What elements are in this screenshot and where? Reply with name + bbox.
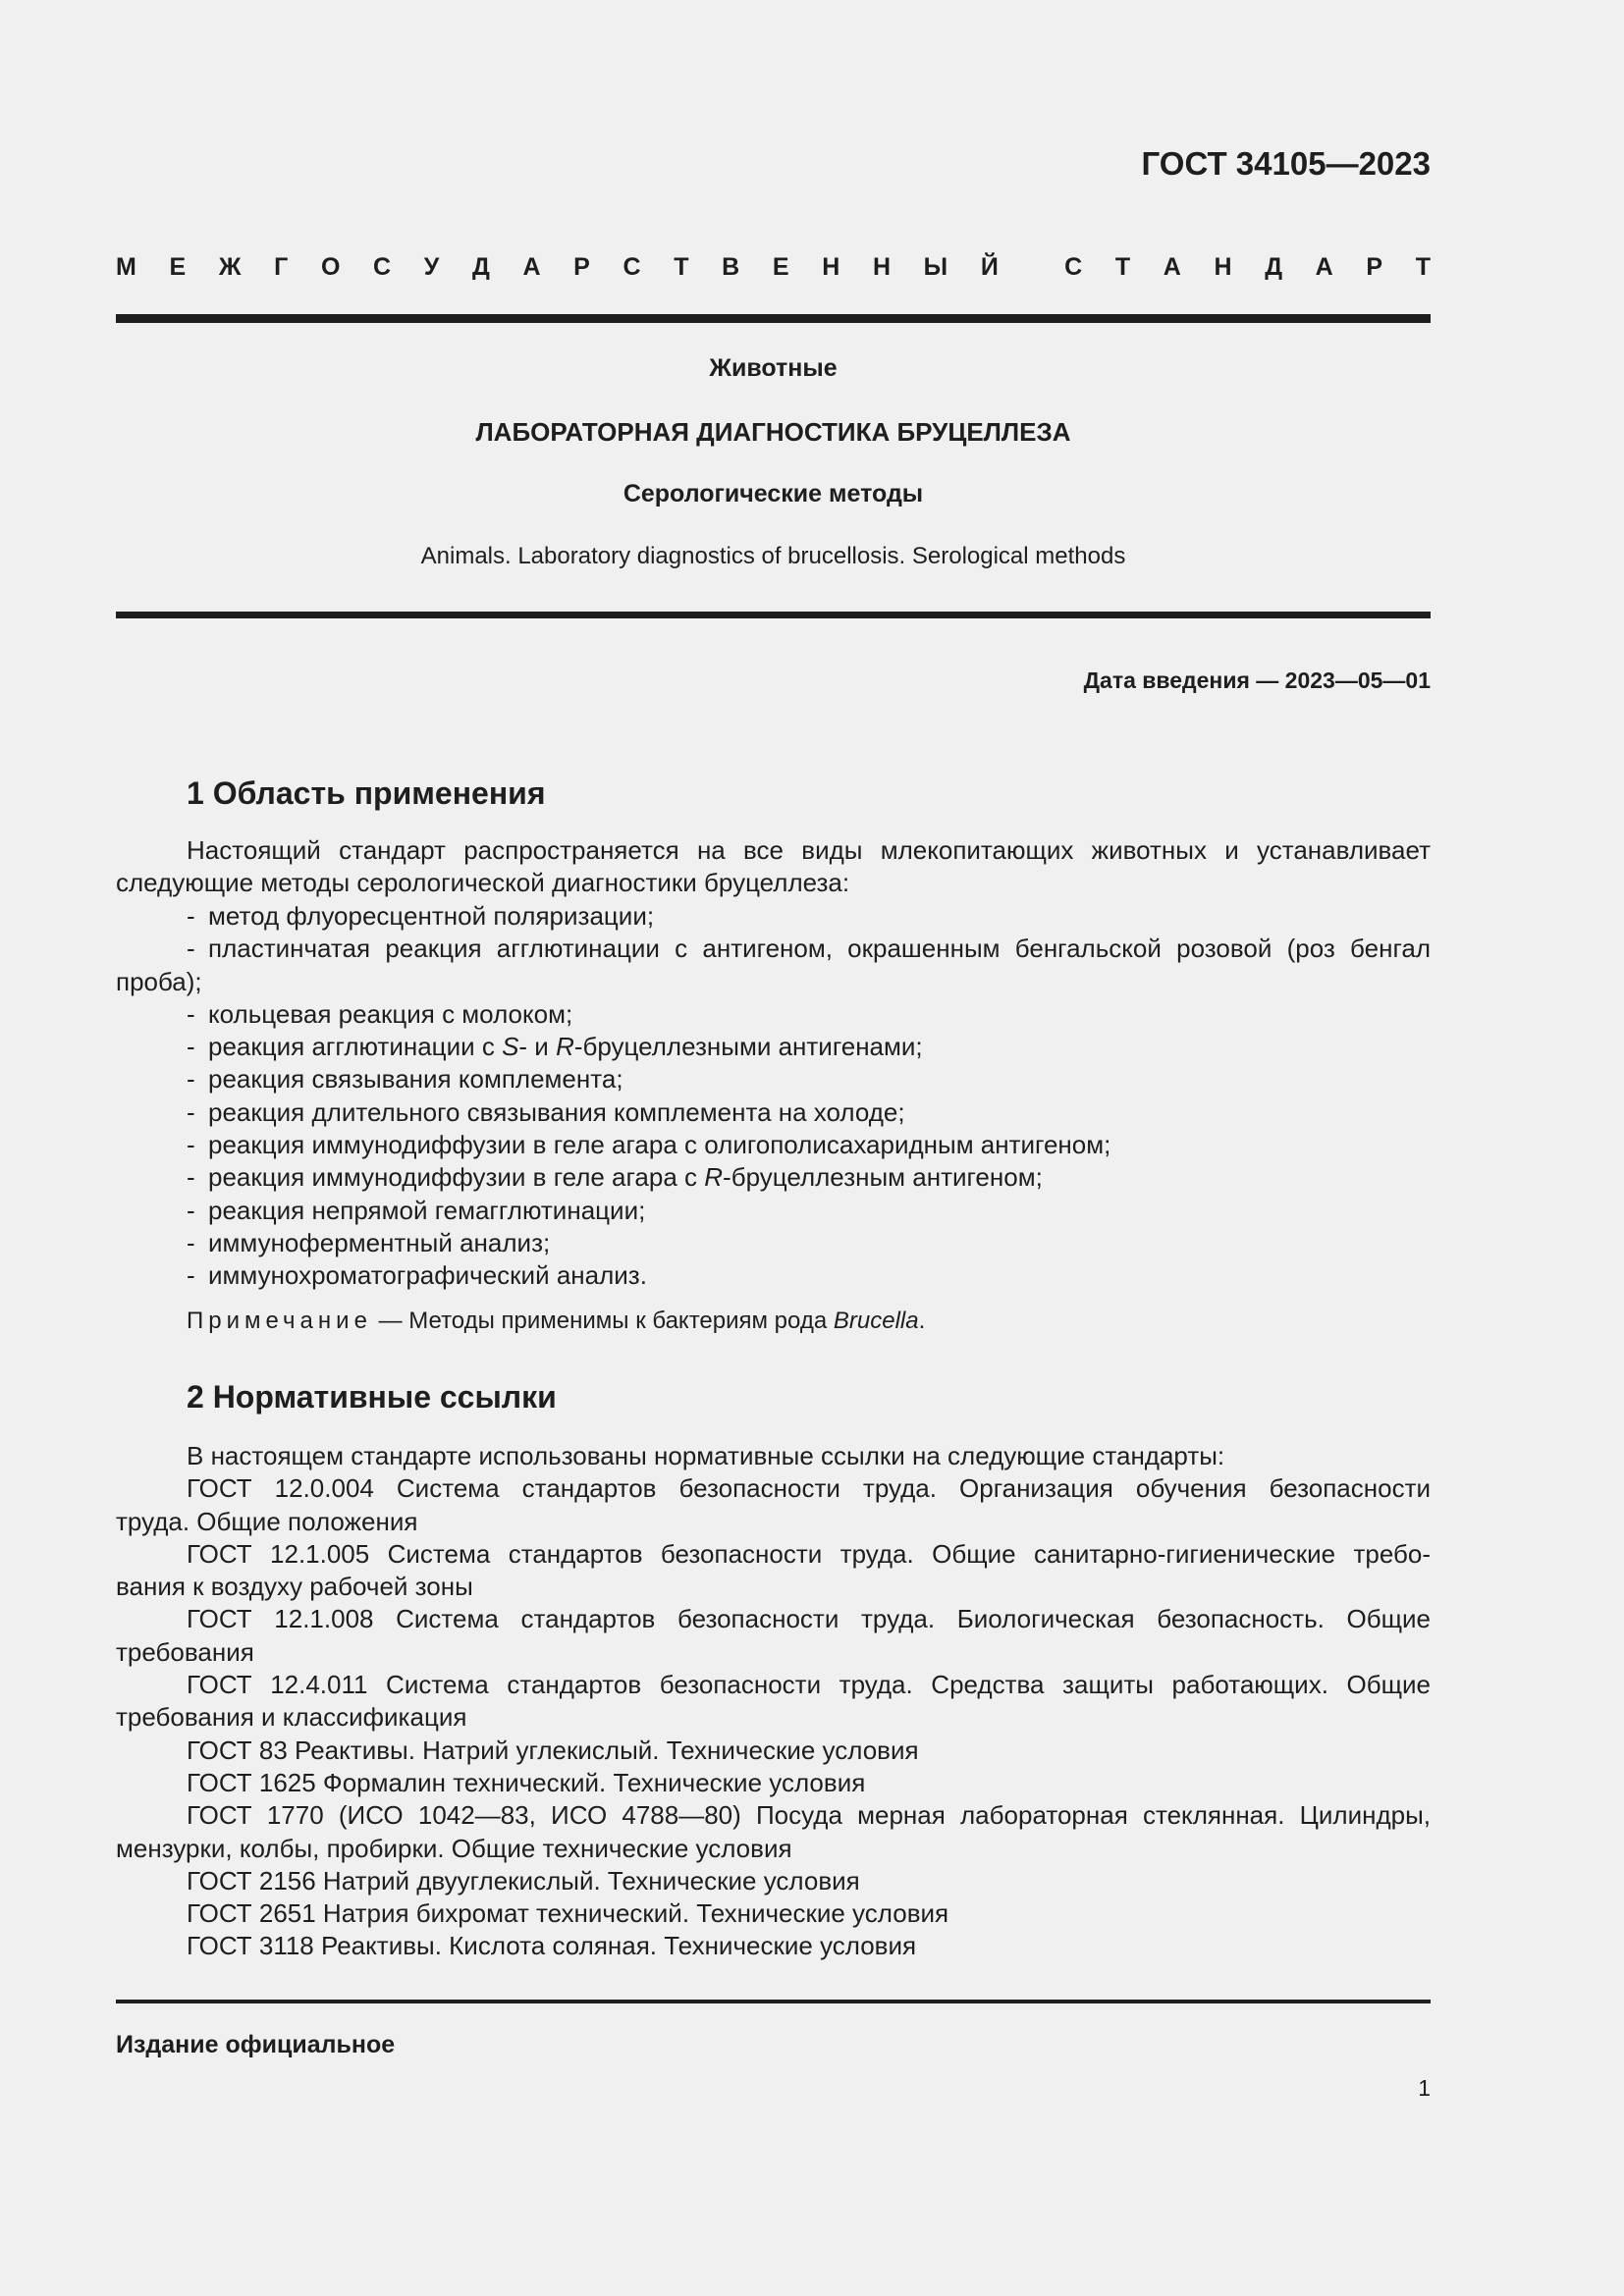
list-item-text: реакция иммунодиффузии в геле агара с [208,1162,705,1193]
section-1-heading: 1 Область применения [187,775,546,811]
references-list [116,1440,1431,1963]
list-item [116,998,1431,1031]
standard-type-letter: Е [169,253,187,281]
category-title: Животные [709,354,838,382]
reference-item: ГОСТ 2156 Натрий двууглекислый. Технические условия [187,1865,860,1896]
list-item [116,1096,1431,1129]
standard-type-letter: Р [1366,253,1383,281]
list-item [116,1031,1431,1063]
document-number: ГОСТ 34105—2023 [1141,145,1431,182]
edition-label: Издание официальное [116,2031,396,2058]
title-divider [116,612,1431,618]
standard-type-letter: Н [822,253,840,281]
list-item-text: иммуноферментный анализ; [208,1227,551,1257]
list-item-text: - и [518,1032,557,1062]
reference-item: ГОСТ 12.1.005 Система стандартов безопасности труда. Общие санитарно-гигиенические требо- [187,1538,1431,1569]
paragraph-line: Настоящий стандарт распространяется на все виды млекопитающих животных и устанавливает [187,835,1431,865]
list-dash: - [187,1096,195,1127]
list-dash: - [187,1032,195,1062]
list-dash: - [187,1260,195,1291]
standard-type-letter: Ы [923,253,948,281]
top-divider [116,314,1431,323]
standard-type-letter: Ж [218,253,242,281]
antigen-s-label: S [502,1032,519,1062]
reference-continuation: мензурки, колбы, пробирки. Общие технические условия [116,1833,792,1863]
standard-type-letter: Т [674,253,689,281]
standard-type-letter: Г [274,253,289,281]
note-text: . [918,1308,926,1334]
standard-type-letter: О [320,253,341,281]
genus-name: Brucella [833,1308,919,1334]
note-label: Примечание [187,1308,372,1334]
list-item-text: иммунохроматографический анализ. [208,1260,647,1291]
list-item-text: реакция агглютинации с [208,1032,503,1062]
list-item [116,1195,1431,1227]
reference-item: ГОСТ 12.4.011 Система стандартов безопасности труда. Средства защиты работающих. Общие [187,1670,1431,1700]
note [187,1308,925,1335]
list-item-text: метод флуоресцентной поляризации; [208,901,655,931]
methods-list [116,900,1431,1293]
standard-type-letter: Н [872,253,892,281]
standard-type-letter: Т [1114,253,1131,281]
reference-item: ГОСТ 1625 Формалин технический. Технические условия [187,1767,866,1797]
reference-item: ГОСТ 3118 Реактивы. Кислота соляная. Технические условия [187,1931,917,1961]
list-dash: - [187,1195,195,1225]
reference-continuation: труда. Общие положения [116,1506,418,1536]
reference-continuation: требования [116,1636,254,1667]
list-item-text: -бруцеллезным антигеном; [723,1162,1043,1193]
section-2-heading: 2 Нормативные ссылки [187,1379,557,1415]
list-item [116,933,1431,965]
list-dash: - [187,1130,195,1160]
standard-type-letter: В [722,253,740,281]
reference-item: ГОСТ 2651 Натрия бихромат технический. Технические условия [187,1898,949,1929]
reference-item: ГОСТ 12.1.008 Система стандартов безопасности труда. Биологическая безопасность. Общие [187,1604,1431,1634]
antigen-r-label: R [556,1032,574,1062]
standard-type-letter: А [1163,253,1181,281]
list-dash: - [187,1064,195,1095]
list-item [116,1063,1431,1095]
main-title: ЛАБОРАТОРНАЯ ДИАГНОСТИКА БРУЦЕЛЛЕЗА [475,417,1071,447]
list-item [116,1227,1431,1259]
standard-type-letter: Е [772,253,789,281]
list-item [116,900,1431,933]
reference-continuation: вания к воздуху рабочей зоны [116,1572,473,1602]
subtitle: Серологические методы [623,480,924,507]
list-item-text: реакция длительного связывания комплемента на холоде; [208,1096,905,1127]
page-number: 1 [1418,2075,1431,2101]
standard-type-letter: Д [471,253,490,281]
standard-type-letter: Т [1415,253,1431,281]
english-title: Animals. Laboratory diagnostics of brucellosis. Serological methods [420,543,1126,569]
footer-divider [116,2000,1431,2003]
list-item [116,1161,1431,1194]
list-item-text: реакция связывания комплемента; [208,1064,623,1095]
standard-type-letter: У [423,253,440,281]
standard-type-letter: С [623,253,641,281]
list-item [116,1129,1431,1161]
standard-type-letter: Н [1214,253,1232,281]
standard-type-letter: А [522,253,541,281]
reference-continuation: требования и классификация [116,1702,467,1733]
reference-item: ГОСТ 12.0.004 Система стандартов безопасности труда. Организация обучения безопасности [187,1473,1431,1504]
standard-type-letter: С [1064,253,1083,281]
list-item-text: кольцевая реакция с молоком; [208,998,573,1029]
paragraph-line: следующие методы серологической диагностики бруцеллеза: [116,868,850,898]
note-text: — Методы применимы к бактериям рода [371,1308,834,1334]
standard-type-letter: Р [573,253,590,281]
references-intro: В настоящем стандарте использованы нормативные ссылки на следующие стандарты: [187,1441,1225,1470]
standard-type-letter: Д [1265,253,1282,281]
list-item-text: реакция иммунодиффузии в геле агара с олигополисахаридным антигеном; [208,1130,1111,1160]
antigen-r-label: R [704,1162,724,1193]
list-item-text: -бруцеллезными антигенами; [573,1032,923,1062]
introduction-date: Дата введения — 2023—05—01 [1083,667,1431,693]
section-1-intro-paragraph [116,834,1431,900]
standard-type-letter: М [116,253,136,281]
list-dash: - [187,1227,195,1257]
standard-type-letter: С [373,253,392,281]
list-item-text: пластинчатая реакция агглютинации с антигеном, окрашенным бенгальской розовой (роз бенгал [208,934,1431,964]
list-item-continuation: проба); [116,966,202,996]
list-dash: - [187,901,195,931]
list-dash: - [187,998,195,1029]
list-item [116,1259,1431,1292]
reference-item: ГОСТ 83 Реактивы. Натрий углекислый. Технические условия [187,1735,919,1765]
list-dash: - [187,934,195,964]
list-item-text: реакция непрямой гемагглютинации; [208,1195,646,1225]
list-dash: - [187,1162,195,1193]
standard-type-letter: Й [980,253,999,281]
standard-type-heading [116,253,1431,282]
standard-type-letter: А [1315,253,1333,281]
reference-item: ГОСТ 1770 (ИСО 1042—83, ИСО 4788—80) Посуда мерная лабораторная стеклянная. Цилиндры, [187,1800,1431,1831]
